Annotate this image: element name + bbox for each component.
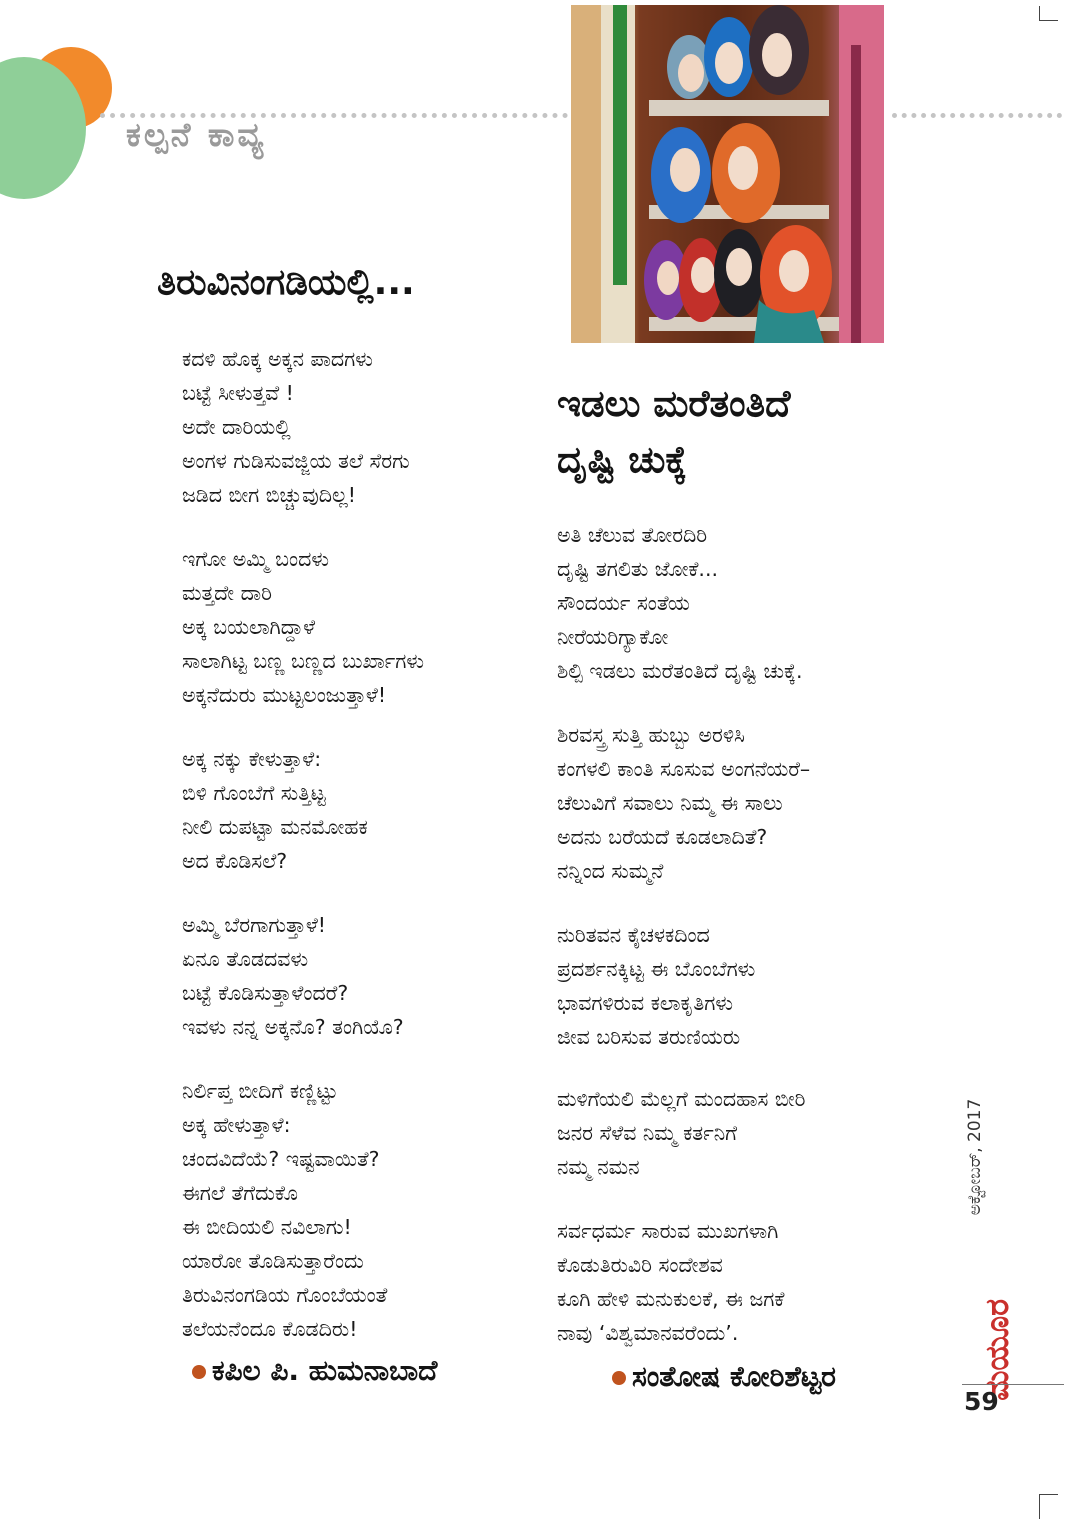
crop-mark-bottom-right [1039, 1494, 1058, 1519]
poem-line: ಅದ ಕೊಡಿಸಲೆ? [182, 849, 288, 873]
poem-line: ಅಕ್ಕನೆದುರು ಮುಟ್ಟಲಂಜುತ್ತಾಳೆ! [182, 683, 387, 707]
poem-line: ನಿರ್ಲಿಪ್ತ ಬೀದಿಗೆ ಕಣ್ಣಿಟ್ಟು [182, 1079, 338, 1103]
poem-2-title [557, 376, 897, 488]
poem-line: ಅಕ್ಕ ಬಯಲಾಗಿದ್ದಾಳೆ [182, 615, 316, 639]
poem-2-author [612, 1360, 836, 1394]
poem-line: ಕದಳಿ ಹೊಕ್ಕ ಅಕ್ಕನ ಪಾದಗಳು [182, 347, 373, 371]
poem-2-stanza-2 [557, 718, 810, 888]
poem-2-stanza-1 [557, 518, 803, 688]
poem-line: ಅದೇ ದಾರಿಯಲ್ಲಿ [182, 415, 291, 439]
poem-1-author [192, 1354, 437, 1388]
poem-line: ನೀಲಿ ದುಪಟ್ಟಾ ಮನಮೋಹಕ [182, 815, 368, 839]
author-bullet-icon [192, 1365, 206, 1379]
poem-1-title: ತಿರುವಿನಂಗಡಿಯಲ್ಲಿ... [157, 262, 415, 303]
poem-2-title-line-1: ಇಡಲು ಮರೆತಂತಿದೆ [557, 382, 791, 425]
poem-line: ನಮ್ಮ ನಮನ [557, 1155, 640, 1179]
poem-line: ಅಂಗಳ ಗುಡಿಸುವಜ್ಜಿಯ ತಲೆ ಸೆರಗು [182, 449, 410, 473]
poem-2-stanza-3 [557, 918, 755, 1054]
poem-line: ಅತಿ ಚೆಲುವ ತೋರದಿರಿ [557, 523, 708, 547]
poem-1-stanza-4 [182, 908, 404, 1044]
poem-line: ಅಕ್ಕ ಹೇಳುತ್ತಾಳೆ: [182, 1113, 291, 1137]
crop-mark-top-right [1039, 6, 1058, 21]
poem-line: ಅಮ್ಮಿ ಬೆರಗಾಗುತ್ತಾಳೆ! [182, 913, 327, 937]
page-number-rule [962, 1384, 1064, 1385]
poem-line: ಅಕ್ಕ ನಕ್ಕು ಕೇಳುತ್ತಾಳೆ: [182, 747, 322, 771]
poem-line: ಏನೂ ತೊಡದವಳು [182, 947, 309, 971]
poem-line: ಇಗೋ ಅಮ್ಮಿ ಬಂದಳು [182, 547, 329, 571]
poem-line: ಚೆಲುವಿಗೆ ಸವಾಲು ನಿಮ್ಮ ಈ ಸಾಲು [557, 791, 783, 815]
mannequin-headscarves-photo [571, 5, 884, 343]
poem-line: ಬಟ್ಟೆ ಕೊಡಿಸುತ್ತಾಳೆಂದರೆ? [182, 981, 349, 1005]
magazine-name: ಮಯೂರ [978, 1298, 1016, 1402]
poem-line: ಪ್ರದರ್ಶನಕ್ಕಿಟ್ಟ ಈ ಬೊಂಬೆಗಳು [557, 957, 756, 981]
poem-line: ನೀರೆಯರಿಗ್ಯಾಕೋ [557, 625, 669, 649]
poem-line: ಕೂಗಿ ಹೇಳಿ ಮನುಕುಲಕೆ, ಈ ಜಗಕೆ [557, 1287, 785, 1311]
issue-date: ಅಕ್ಟೋಬರ್, 2017 [965, 1098, 985, 1216]
poem-2-title-line-2: ದೃಷ್ಟಿ ಚುಕ್ಕೆ [557, 438, 687, 481]
poem-line: ಮಳಿಗೆಯಲಿ ಮೆಲ್ಲಗೆ ಮಂದಹಾಸ ಬೀರಿ [557, 1087, 806, 1111]
poem-line: ನನ್ನಿಂದ ಸುಮ್ಮನೆ [557, 859, 664, 883]
poem-line: ಅದನು ಬರೆಯದೆ ಕೂಡಲಾದಿತೆ? [557, 825, 768, 849]
dotted-rule-right [892, 113, 1062, 118]
poem-line: ಜೀವ ಬರಿಸುವ ತರುಣಿಯರು [557, 1025, 741, 1049]
poem-line: ಯಾರೋ ತೊಡಿಸುತ್ತಾರೆಂದು [182, 1249, 364, 1273]
page-number: 59 [964, 1387, 999, 1416]
poem-line: ಬಟ್ಟೆ ಸೀಳುತ್ತವೆ ! [182, 381, 294, 405]
poem-line: ತಲೆಯನೆಂದೂ ಕೊಡದಿರು! [182, 1317, 358, 1341]
poem-2-stanza-4 [557, 1082, 805, 1184]
poem-line: ಶಿಲ್ಪಿ ಇಡಲು ಮರೆತಂತಿದೆ ದೃಷ್ಟಿ ಚುಕ್ಕೆ. [557, 659, 803, 683]
poem-line: ನಾವು ‘ವಿಶ್ವಮಾನವರೆಂದು’. [557, 1321, 739, 1345]
poem-line: ಚಂದವಿದೆಯೆ? ಇಷ್ಟವಾಯಿತೆ? [182, 1147, 380, 1171]
poem-line: ದೃಷ್ಟಿ ತಗಲಿತು ಜೋಕೆ... [557, 557, 718, 581]
poem-line: ಈ ಬೀದಿಯಲಿ ನವಿಲಾಗು! [182, 1215, 352, 1239]
poem-line: ಕೊಡುತಿರುವಿರಿ ಸಂದೇಶವ [557, 1253, 723, 1277]
poem-1-stanza-5 [182, 1074, 387, 1346]
poem-line: ಜಡಿದ ಬೀಗ ಬಿಚ್ಚುವುದಿಲ್ಲ! [182, 483, 356, 507]
poem-line: ಸರ್ವಧರ್ಮ ಸಾರುವ ಮುಖಗಳಾಗಿ [557, 1219, 779, 1243]
poem-line: ಸಾಲಾಗಿಟ್ಟ ಬಣ್ಣ ಬಣ್ಣದ ಬುರ್ಖಾಗಳು [182, 649, 425, 673]
poem-line: ಈಗಲೆ ತೆಗೆದುಕೊ [182, 1181, 298, 1205]
section-label: ಕಲ್ಪನೆ ಕಾವ್ಯ [126, 115, 267, 154]
poem-line: ಸೌಂದರ್ಯ ಸಂತೆಯ [557, 591, 690, 615]
poem-line: ನುರಿತವನ ಕೈಚಳಕದಿಂದ [557, 923, 710, 947]
poem-1-stanza-3 [182, 742, 368, 878]
author-bullet-icon [612, 1371, 626, 1385]
author-name: ಸಂತೋಷ ಕೋರಿಶೆಟ್ಟರ [632, 1360, 836, 1393]
poem-1-stanza-2 [182, 542, 424, 712]
poem-line: ಶಿರವಸ್ತ್ರ ಸುತ್ತಿ ಹುಬ್ಬು ಅರಳಿಸಿ [557, 723, 745, 747]
poem-line: ಮತ್ತದೇ ದಾರಿ [182, 581, 272, 605]
poem-line: ಕಂಗಳಲಿ ಕಾಂತಿ ಸೂಸುವ ಅಂಗನೆಯರೆ– [557, 757, 811, 781]
poem-line: ಜನರ ಸೆಳೆವ ನಿಮ್ಮ ಕರ್ತನಿಗೆ [557, 1121, 738, 1145]
poem-line: ತಿರುವಿನಂಗಡಿಯ ಗೊಂಬೆಯಂತೆ [182, 1283, 388, 1307]
poem-line: ಬಿಳಿ ಗೊಂಬೆಗೆ ಸುತ್ತಿಟ್ಟ [182, 781, 326, 805]
poem-1-stanza-1 [182, 342, 410, 512]
poem-2-stanza-5 [557, 1214, 784, 1350]
poem-line: ಭಾವಗಳಿರುವ ಕಲಾಕೃತಿಗಳು [557, 991, 733, 1015]
poem-line: ಇವಳು ನನ್ನ ಅಕ್ಕನೊ? ತಂಗಿಯೊ? [182, 1015, 404, 1039]
author-name: ಕಪಿಲ ಪಿ. ಹುಮನಾಬಾದೆ [212, 1354, 438, 1387]
